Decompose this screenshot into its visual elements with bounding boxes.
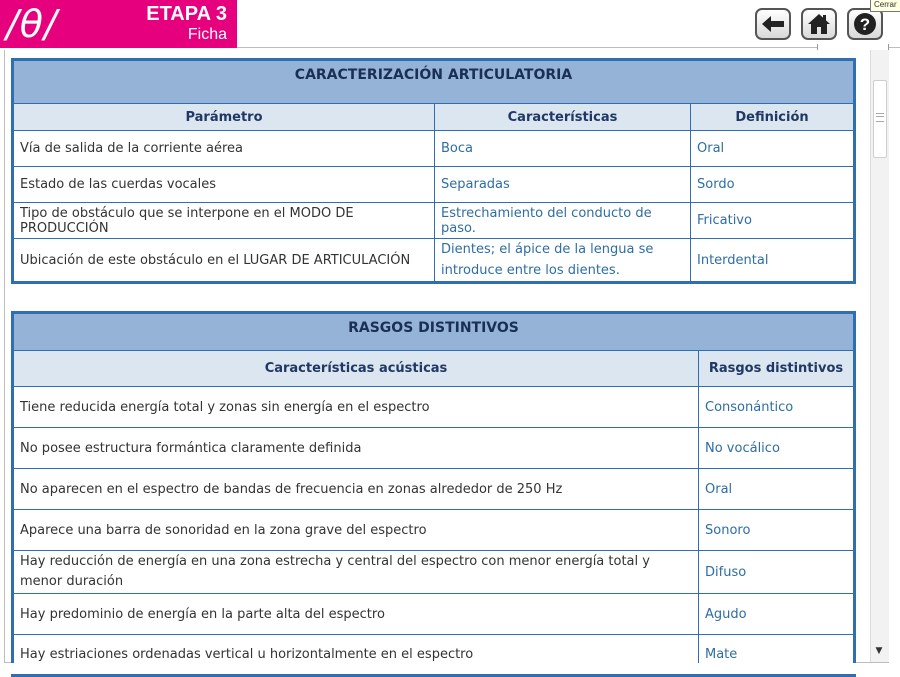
row-acoustic-desc: No posee estructura formántica claramente definida (13, 428, 699, 469)
row-characteristic: Dientes; el ápice de la lengua se introduce entre los dientes. (435, 239, 691, 283)
triangle-down-icon: ▼ (875, 646, 883, 656)
row-acoustic-desc: Tiene reducida energía total y zonas sin energía en el espectro (13, 387, 699, 428)
column-header-parametro: Parámetro (13, 104, 435, 131)
row-definition: Interdental (691, 239, 855, 283)
row-acoustic-desc: Hay reducción de energía en una zona estrecha y central del espectro con menor energía total y menor duración (13, 551, 699, 594)
row-definition: Oral (691, 131, 855, 167)
column-header-traits: Rasgos distintivos (699, 351, 855, 387)
column-header-caracteristicas: Características (435, 104, 691, 131)
column-header-definicion: Definición (691, 104, 855, 131)
phoneme-logo: /θ/ (6, 2, 58, 46)
stage-title: ETAPA 3 (146, 3, 227, 25)
stage-subtitle: Ficha (187, 26, 227, 43)
row-trait: No vocálico (699, 428, 855, 469)
column-header-acoustic: Características acústicas (13, 351, 699, 387)
row-characteristic: Boca (435, 131, 691, 167)
table-row (13, 428, 855, 469)
table-row (13, 387, 855, 428)
table-row (13, 239, 855, 283)
distinctive-features-table (11, 311, 856, 677)
arrow-left-icon (761, 14, 785, 34)
table-row (13, 510, 855, 551)
row-acoustic-desc: Hay predominio de energía en la parte alta del espectro (13, 594, 699, 635)
row-acoustic-desc: Hay estriaciones ordenadas vertical u horizontalmente en el espectro (13, 635, 699, 676)
table-row (13, 131, 855, 167)
table-row (13, 594, 855, 635)
back-button[interactable] (755, 8, 791, 40)
viewport-bottom-mask (0, 663, 900, 674)
row-trait: Oral (699, 469, 855, 510)
row-trait: Difuso (699, 551, 855, 594)
svg-text:?: ? (859, 15, 871, 34)
question-icon (853, 12, 877, 36)
articulatory-table-title: CARACTERIZACIÓN ARTICULATORIA (13, 60, 855, 104)
row-definition: Fricativo (691, 203, 855, 239)
table-row (13, 469, 855, 510)
row-acoustic-desc: No aparecen en el espectro de bandas de frecuencia en zonas alrededor de 250 Hz (13, 469, 699, 510)
close-tooltip[interactable]: Cerrar (870, 0, 900, 12)
row-trait: Mate (699, 635, 855, 676)
distinctive-features-title: RASGOS DISTINTIVOS (13, 313, 855, 351)
row-parameter: Estado de las cuerdas vocales (13, 167, 435, 203)
row-parameter: Vía de salida de la corriente aérea (13, 131, 435, 167)
row-trait: Consonántico (699, 387, 855, 428)
row-definition: Sordo (691, 167, 855, 203)
table-row (13, 167, 855, 203)
app-logo-banner (0, 0, 237, 48)
scroll-down-button[interactable] (871, 642, 887, 660)
row-parameter: Tipo de obstáculo que se interpone en el MODO DE PRODUCCIÓN (13, 203, 435, 239)
row-acoustic-desc: Aparece una barra de sonoridad en la zona grave del espectro (13, 510, 699, 551)
header-divider (237, 47, 900, 48)
row-characteristic: Estrechamiento del conducto de paso. (435, 203, 691, 239)
table-row (13, 203, 855, 239)
articulatory-table (11, 58, 856, 284)
row-parameter: Ubicación de este obstáculo en el LUGAR DE ARTICULACIÓN (13, 239, 435, 283)
home-icon (807, 13, 831, 35)
scrollbar-thumb[interactable] (873, 80, 887, 158)
grip-icon (876, 113, 884, 122)
row-trait: Agudo (699, 594, 855, 635)
help-button[interactable] (847, 8, 883, 40)
home-button[interactable] (801, 8, 837, 40)
table-row (13, 551, 855, 594)
row-trait: Sonoro (699, 510, 855, 551)
row-characteristic: Separadas (435, 167, 691, 203)
